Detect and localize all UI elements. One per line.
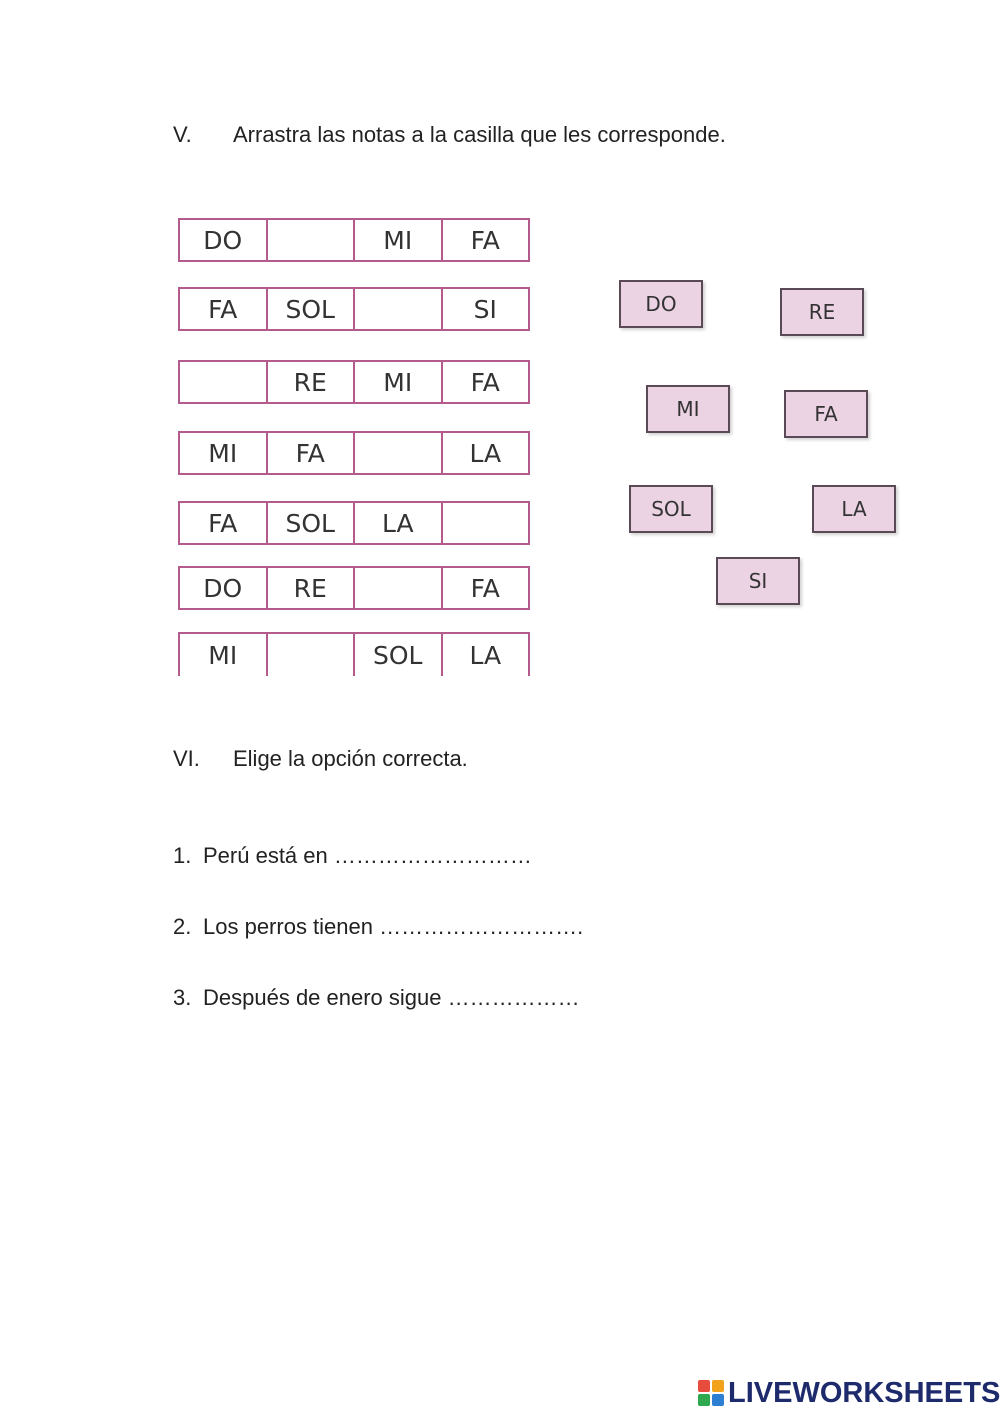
section-v-instruction: Arrastra las notas a la casilla que les corresponde. [233,122,726,147]
note-cell[interactable]: DO [180,220,268,260]
section-v-heading [173,122,726,148]
note-cell[interactable] [355,433,443,473]
question-text: Perú está en ……………………… [203,843,532,868]
note-cell[interactable]: RE [268,568,356,608]
note-cell[interactable] [268,634,356,676]
note-cell[interactable]: MI [355,362,443,402]
note-cell[interactable]: LA [355,503,443,543]
note-tile-sol[interactable]: SOL [629,485,713,533]
note-cell[interactable]: MI [355,220,443,260]
section-vi-instruction: Elige la opción correcta. [233,746,468,771]
note-cell[interactable] [355,289,443,329]
note-row-2 [178,287,530,331]
question-number: 3. [173,985,192,1010]
note-cell[interactable]: FA [268,433,356,473]
note-row-1 [178,218,530,262]
note-cell[interactable]: MI [180,433,268,473]
note-tile-do[interactable]: DO [619,280,703,328]
note-row-5 [178,501,530,545]
note-tile-fa[interactable]: FA [784,390,868,438]
note-tile-mi[interactable]: MI [646,385,730,433]
logo-text: LIVEWORKSHEETS [728,1376,1000,1409]
question-1[interactable] [173,843,532,869]
note-cell[interactable] [180,362,268,402]
note-cell[interactable]: RE [268,362,356,402]
question-number: 1. [173,843,192,868]
note-cell[interactable]: FA [470,367,500,397]
note-cell[interactable]: SI [473,294,497,324]
note-tile-la[interactable]: LA [812,485,896,533]
note-cell[interactable]: FA [470,225,500,255]
note-row-4 [178,431,530,475]
section-v-number: V. [173,122,192,147]
note-cell[interactable]: FA [180,503,268,543]
question-number: 2. [173,914,192,939]
note-tile-re[interactable]: RE [780,288,864,336]
question-text: Después de enero sigue ……………… [203,985,580,1010]
note-row-7 [178,632,530,676]
note-cell[interactable]: FA [180,289,268,329]
note-cell[interactable] [268,220,356,260]
question-2[interactable] [173,914,583,940]
note-cell[interactable]: SOL [268,289,356,329]
note-cell[interactable]: LA [469,640,502,670]
note-cell[interactable] [443,503,529,543]
note-cell[interactable]: DO [180,568,268,608]
note-cell[interactable]: SOL [355,634,443,676]
note-row-6 [178,566,530,610]
question-text: Los perros tienen ………………………. [203,914,584,939]
note-row-3 [178,360,530,404]
note-cell[interactable]: MI [180,634,268,676]
note-cell[interactable]: LA [469,438,502,468]
liveworksheets-logo [698,1376,1000,1410]
note-cell[interactable]: SOL [268,503,356,543]
note-tile-si[interactable]: SI [716,557,800,605]
section-vi-heading [173,746,468,772]
note-cell[interactable]: FA [470,573,500,603]
section-vi-number: VI. [173,746,200,771]
note-cell[interactable] [355,568,443,608]
logo-mark-icon [698,1380,724,1406]
question-3[interactable] [173,985,580,1011]
